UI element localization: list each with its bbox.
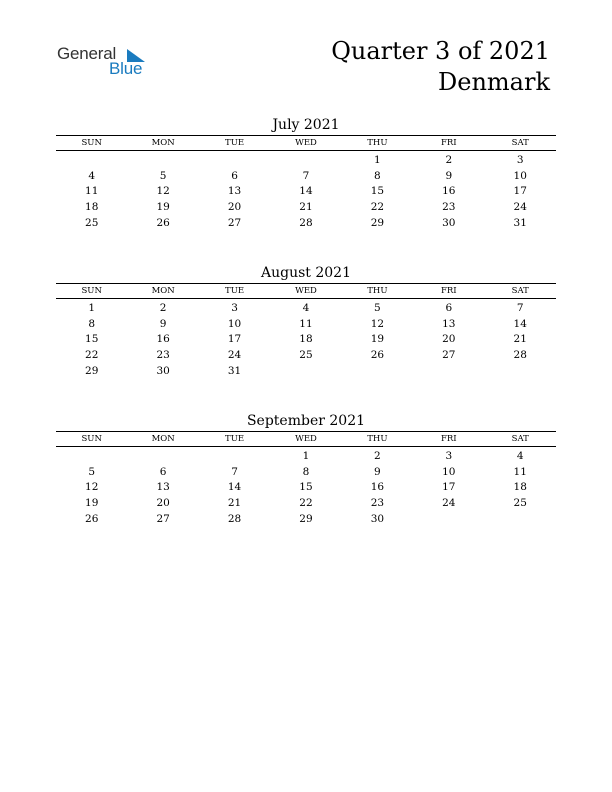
day-cell: 23 — [370, 497, 385, 510]
month-calendar-july — [56, 116, 556, 231]
month-calendar-september — [56, 412, 556, 527]
day-cell: 26 — [156, 216, 170, 229]
week-row — [56, 153, 556, 169]
day-cell: 14 — [227, 481, 242, 494]
week-row — [56, 332, 556, 348]
weekday-label: WED — [295, 138, 317, 148]
week-row — [56, 301, 556, 317]
weekday-label: TUE — [225, 138, 245, 148]
month-title: August 2021 — [261, 265, 351, 281]
weeks-grid — [56, 299, 556, 379]
day-cell: 22 — [299, 497, 313, 510]
day-cell: 27 — [442, 349, 456, 362]
week-row — [56, 317, 556, 333]
day-cell: 9 — [445, 169, 453, 182]
day-cell: 22 — [370, 201, 385, 214]
day-cell: 25 — [85, 216, 99, 229]
day-cell: 12 — [85, 481, 99, 494]
day-cell — [485, 364, 556, 380]
day-cell: 15 — [85, 333, 99, 346]
day-cell: 19 — [156, 201, 170, 214]
day-cell: 1 — [302, 450, 310, 462]
weekday-label: THU — [367, 286, 388, 296]
day-cell: 27 — [156, 512, 170, 525]
day-cell: 21 — [227, 497, 242, 510]
day-cell: 13 — [156, 481, 170, 494]
day-cell: 4 — [302, 302, 310, 314]
day-cell: 20 — [442, 333, 456, 346]
weekday-label: WED — [295, 286, 317, 296]
day-cell: 24 — [513, 201, 527, 214]
weekday-label: TUE — [225, 286, 245, 296]
week-row — [56, 496, 556, 512]
day-cell: 24 — [442, 497, 456, 510]
day-cell: 2 — [159, 302, 167, 314]
day-cell: 27 — [227, 216, 242, 229]
day-cell: 7 — [231, 465, 238, 478]
day-cell: 5 — [374, 302, 381, 314]
day-cell: 23 — [156, 349, 170, 362]
week-row — [56, 449, 556, 465]
day-cell — [485, 512, 556, 528]
day-cell: 19 — [370, 333, 385, 346]
day-cell: 29 — [299, 512, 313, 525]
week-row — [56, 184, 556, 200]
day-cell: 29 — [85, 364, 99, 377]
day-cell: 4 — [88, 169, 96, 182]
day-cell: 5 — [88, 465, 96, 478]
day-cell: 16 — [156, 333, 170, 346]
weekday-label: THU — [367, 138, 388, 148]
day-cell: 18 — [299, 333, 313, 346]
weekday-header-row — [56, 136, 556, 151]
day-cell — [199, 153, 270, 169]
day-cell — [56, 449, 127, 465]
day-cell: 2 — [374, 450, 381, 462]
week-row — [56, 512, 556, 528]
day-cell — [270, 153, 341, 169]
weeks-grid — [56, 447, 556, 527]
day-cell — [413, 512, 484, 528]
day-cell: 29 — [370, 216, 385, 229]
weekday-label: FRI — [440, 434, 457, 444]
day-cell: 25 — [299, 349, 313, 362]
month-title: September 2021 — [246, 413, 366, 429]
month-title: July 2021 — [272, 117, 340, 133]
day-cell: 8 — [374, 169, 381, 182]
day-cell: 10 — [442, 465, 456, 478]
day-cell: 26 — [370, 349, 385, 362]
weekday-label: WED — [295, 434, 317, 444]
day-cell: 30 — [442, 216, 456, 229]
day-cell: 8 — [88, 317, 96, 330]
day-cell: 1 — [374, 154, 381, 166]
day-cell: 16 — [370, 481, 385, 494]
logo — [57, 44, 157, 84]
weekday-header-row — [56, 284, 556, 299]
week-row — [56, 169, 556, 185]
day-cell: 28 — [299, 216, 313, 229]
day-cell — [56, 153, 127, 169]
weekday-label: MON — [151, 286, 175, 296]
day-cell: 2 — [445, 154, 453, 166]
day-cell: 9 — [159, 317, 167, 330]
day-cell: 10 — [227, 317, 242, 330]
day-cell: 20 — [156, 497, 170, 510]
day-cell: 3 — [231, 302, 238, 314]
day-cell: 23 — [442, 201, 456, 214]
day-cell: 11 — [513, 465, 527, 478]
weekday-label: SAT — [511, 286, 529, 296]
day-cell: 16 — [442, 185, 456, 198]
day-cell: 17 — [513, 185, 527, 198]
day-cell — [127, 449, 198, 465]
day-cell: 31 — [513, 216, 527, 229]
day-cell: 14 — [299, 185, 313, 198]
day-cell: 12 — [370, 317, 385, 330]
day-cell — [413, 364, 484, 380]
day-cell: 17 — [227, 333, 242, 346]
day-cell: 15 — [299, 481, 313, 494]
day-cell: 30 — [156, 364, 170, 377]
day-cell: 12 — [156, 185, 170, 198]
day-cell: 10 — [513, 169, 527, 182]
day-cell: 1 — [88, 302, 96, 314]
day-cell: 19 — [85, 497, 99, 510]
day-cell — [199, 449, 270, 465]
month-calendar-august — [56, 264, 556, 379]
day-cell: 7 — [516, 302, 524, 314]
day-cell: 28 — [513, 349, 527, 362]
day-cell: 18 — [513, 481, 527, 494]
day-cell: 22 — [85, 349, 99, 362]
day-cell: 6 — [445, 302, 453, 314]
day-cell: 8 — [302, 465, 310, 478]
week-row — [56, 480, 556, 496]
day-cell — [342, 364, 413, 380]
country-title: Denmark — [438, 68, 550, 96]
weeks-grid — [56, 151, 556, 231]
day-cell: 6 — [231, 169, 238, 182]
day-cell: 13 — [227, 185, 242, 198]
day-cell: 4 — [516, 450, 524, 462]
day-cell: 30 — [370, 512, 385, 525]
week-row — [56, 200, 556, 216]
logo-general-text: General — [57, 44, 117, 63]
day-cell: 15 — [370, 185, 385, 198]
day-cell: 5 — [159, 169, 167, 182]
page-title — [331, 36, 550, 98]
day-cell: 18 — [85, 201, 99, 214]
week-row — [56, 348, 556, 364]
week-row — [56, 364, 556, 380]
day-cell: 3 — [516, 154, 524, 166]
day-cell: 3 — [445, 450, 453, 462]
weekday-label: SAT — [511, 138, 529, 148]
logo-blue-text: Blue — [109, 59, 143, 78]
weekday-label: FRI — [440, 286, 457, 296]
day-cell: 7 — [302, 169, 310, 182]
weekday-label: FRI — [440, 138, 457, 148]
weekday-label: MON — [151, 434, 175, 444]
day-cell — [270, 364, 341, 380]
day-cell: 31 — [227, 364, 242, 377]
week-row — [56, 465, 556, 481]
day-cell: 14 — [513, 317, 527, 330]
day-cell: 11 — [299, 317, 313, 330]
day-cell: 24 — [227, 349, 242, 362]
day-cell: 11 — [85, 185, 99, 198]
week-row — [56, 216, 556, 232]
day-cell — [127, 153, 198, 169]
day-cell: 17 — [442, 481, 456, 494]
day-cell: 25 — [513, 497, 527, 510]
weekday-label: SUN — [81, 434, 102, 444]
day-cell: 13 — [442, 317, 456, 330]
weekday-label: SUN — [81, 138, 102, 148]
day-cell: 21 — [299, 201, 313, 214]
day-cell: 28 — [227, 512, 242, 525]
weekday-label: THU — [367, 434, 388, 444]
day-cell: 20 — [227, 201, 242, 214]
day-cell: 26 — [85, 512, 99, 525]
quarter-title: Quarter 3 of 2021 — [331, 37, 550, 65]
day-cell: 21 — [513, 333, 527, 346]
weekday-label: MON — [151, 138, 175, 148]
weekday-label: SAT — [511, 434, 529, 444]
day-cell: 9 — [374, 465, 381, 478]
day-cell: 6 — [159, 465, 167, 478]
weekday-label: TUE — [225, 434, 245, 444]
weekday-header-row — [56, 432, 556, 447]
weekday-label: SUN — [81, 286, 102, 296]
